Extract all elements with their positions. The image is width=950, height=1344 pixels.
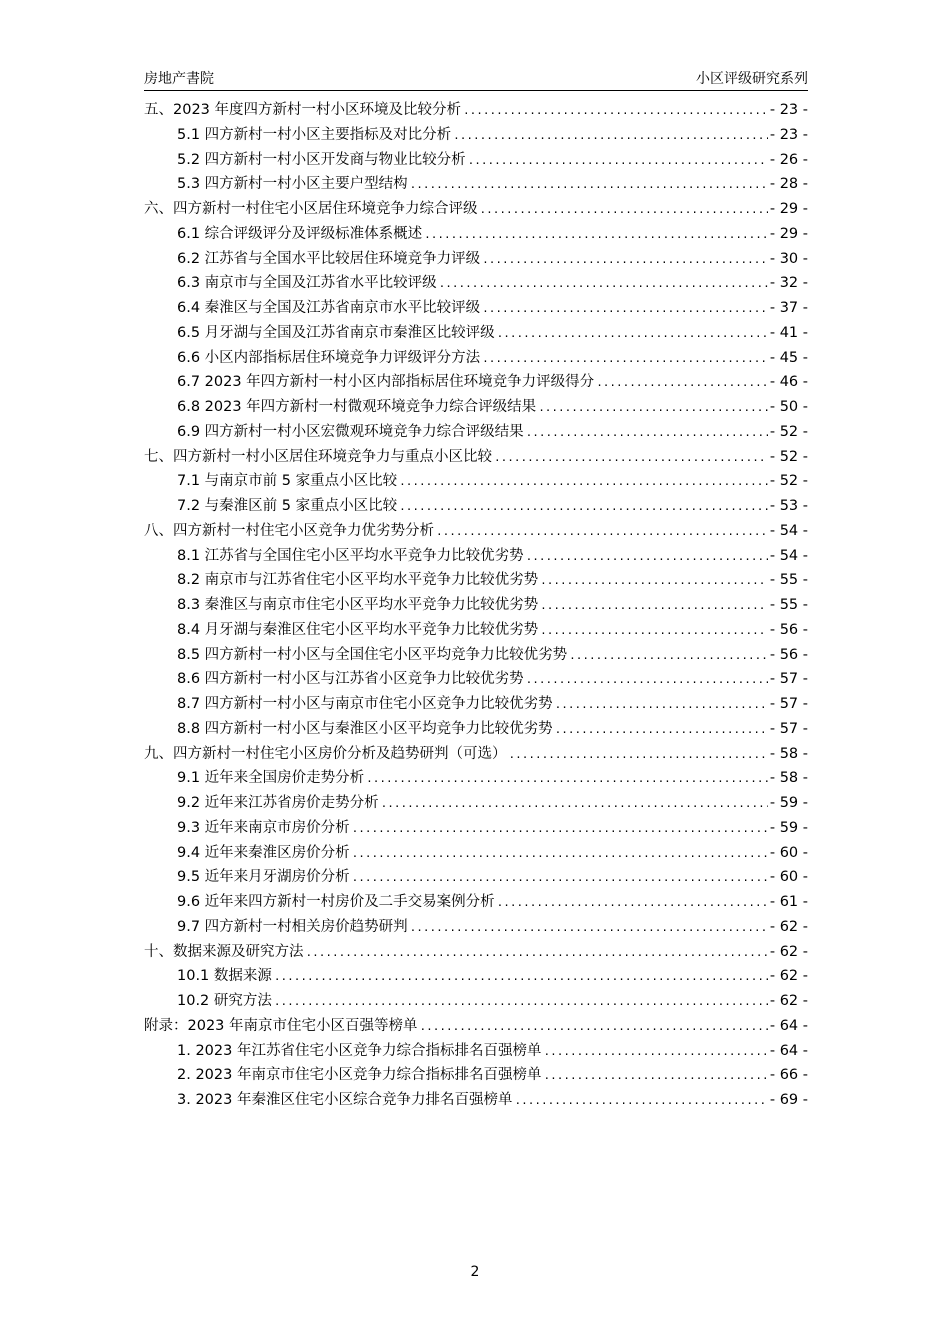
toc-section-entry[interactable]	[144, 964, 808, 989]
toc-leader-dots	[420, 1020, 768, 1033]
toc-section-entry[interactable]	[144, 717, 808, 742]
toc-entry-title: 9.3 近年来南京市房价分析	[177, 819, 350, 836]
toc-entry-title: 5.3 四方新村一村小区主要户型结构	[177, 176, 408, 193]
toc-entry-title: 9.5 近年来月牙湖房价分析	[177, 869, 350, 886]
toc-leader-dots	[540, 574, 768, 587]
toc-section-entry[interactable]	[144, 222, 808, 247]
toc-section-entry[interactable]	[144, 692, 808, 717]
toc-section-entry[interactable]	[144, 1039, 808, 1064]
toc-entry-page: - 60 -	[769, 869, 808, 886]
toc-entry-title: 8.3 秦淮区与南京市住宅小区平均水平竞争力比较优劣势	[177, 597, 539, 613]
toc-entry-page: - 29 -	[769, 225, 808, 242]
toc-entry-title: 6.2 江苏省与全国水平比较居住环境竞争力评级	[177, 250, 481, 267]
toc-entry-title: 8.5 四方新村一村小区与全国住宅小区平均竞争力比较优劣势	[177, 646, 568, 663]
toc-entry-title: 1. 2023 年江苏省住宅小区竞争力综合指标排名百强榜单	[177, 1042, 542, 1059]
toc-entry-title: 5.2 四方新村一村小区开发商与物业比较分析	[177, 151, 466, 168]
toc-leader-dots	[540, 599, 768, 612]
toc-entry-page: - 57 -	[769, 696, 808, 712]
toc-entry-title: 9.6 近年来四方新村一村房价及二手交易案例分析	[177, 894, 495, 910]
toc-entry-page: - 30 -	[769, 250, 808, 267]
toc-entry-page: - 62 -	[769, 918, 808, 935]
toc-entry-page: - 37 -	[769, 300, 808, 316]
toc-section-entry[interactable]	[144, 618, 808, 643]
toc-entry-title: 九、四方新村一村住宅小区房价分析及趋势研判（可选）	[144, 745, 507, 762]
toc-section-entry[interactable]	[144, 593, 808, 618]
toc-entry-page: - 56 -	[769, 646, 808, 663]
toc-section-entry[interactable]	[144, 296, 808, 321]
toc-entry-page: - 55 -	[769, 572, 808, 589]
toc-section-entry[interactable]	[144, 544, 808, 569]
toc-leader-dots	[399, 500, 768, 513]
toc-leader-dots	[555, 698, 768, 711]
toc-entry-page: - 57 -	[769, 671, 808, 688]
toc-entry-title: 八、四方新村一村住宅小区竞争力优劣势分析	[144, 522, 434, 539]
toc-leader-dots	[596, 376, 768, 389]
toc-section-entry[interactable]	[144, 148, 808, 173]
toc-leader-dots	[526, 673, 768, 686]
toc-entry-title: 8.6 四方新村一村小区与江苏省小区竞争力比较优劣势	[177, 671, 524, 688]
toc-entry-page: - 23 -	[769, 126, 808, 143]
toc-leader-dots	[274, 970, 768, 983]
toc-entry-title: 6.9 四方新村一村小区宏微观环境竞争力综合评级结果	[177, 423, 524, 440]
toc-section-entry[interactable]	[144, 494, 808, 519]
toc-entry-title: 六、四方新村一村住宅小区居住环境竞争力综合评级	[144, 201, 478, 217]
header-right-title: 小区评级研究系列	[696, 71, 808, 87]
toc-section-entry[interactable]	[144, 568, 808, 593]
toc-chapter-entry[interactable]	[144, 519, 808, 544]
toc-section-entry[interactable]	[144, 890, 808, 915]
toc-entry-page: - 50 -	[769, 399, 808, 415]
toc-leader-dots	[497, 327, 768, 340]
toc-chapter-entry[interactable]	[144, 98, 808, 123]
toc-entry-page: - 53 -	[769, 498, 808, 514]
toc-section-entry[interactable]	[144, 915, 808, 940]
toc-entry-title: 七、四方新村一村小区居住环境竞争力与重点小区比较	[144, 448, 492, 465]
toc-section-entry[interactable]	[144, 865, 808, 890]
toc-leader-dots	[526, 550, 768, 563]
toc-entry-title: 7.2 与秦淮区前 5 家重点小区比较	[177, 498, 398, 514]
toc-entry-page: - 62 -	[769, 943, 808, 960]
toc-leader-dots	[482, 352, 768, 365]
toc-section-entry[interactable]	[144, 469, 808, 494]
toc-entry-title: 6.5 月牙湖与全国及江苏省南京市秦淮区比较评级	[177, 324, 495, 341]
toc-entry-title: 五、2023 年度四方新村一村小区环境及比较分析	[144, 102, 462, 118]
toc-entry-title: 8.7 四方新村一村小区与南京市住宅小区竞争力比较优劣势	[177, 696, 553, 712]
toc-leader-dots	[526, 426, 768, 439]
toc-section-entry[interactable]	[144, 643, 808, 668]
toc-entry-page: - 32 -	[769, 275, 808, 292]
toc-leader-dots	[463, 104, 768, 117]
toc-leader-dots	[538, 401, 768, 414]
toc-entry-page: - 52 -	[769, 473, 808, 490]
toc-leader-dots	[543, 1045, 767, 1058]
toc-entry-page: - 69 -	[769, 1092, 808, 1108]
toc-entry-title: 8.8 四方新村一村小区与秦淮区小区平均竞争力比较优劣势	[177, 720, 553, 737]
toc-chapter-entry[interactable]	[144, 940, 808, 965]
toc-entry-page: - 59 -	[769, 819, 808, 836]
toc-leader-dots	[366, 772, 768, 785]
toc-entry-page: - 60 -	[769, 844, 808, 861]
header-left-title: 房地产書院	[144, 71, 214, 87]
toc-entry-page: - 58 -	[769, 770, 808, 787]
toc-leader-dots	[410, 921, 768, 934]
toc-section-entry[interactable]	[144, 370, 808, 395]
toc-section-entry[interactable]	[144, 1063, 808, 1088]
toc-entry-page: - 64 -	[769, 1042, 808, 1059]
toc-leader-dots	[352, 822, 768, 835]
toc-entry-page: - 45 -	[769, 349, 808, 366]
toc-section-entry[interactable]	[144, 420, 808, 445]
toc-leader-dots	[424, 228, 768, 241]
toc-section-entry[interactable]	[144, 841, 808, 866]
toc-entry-title: 5.1 四方新村一村小区主要指标及对比分析	[177, 126, 452, 143]
toc-section-entry[interactable]	[144, 346, 808, 371]
toc-leader-dots	[543, 1069, 767, 1082]
toc-section-entry[interactable]	[144, 1088, 808, 1113]
toc-leader-dots	[569, 649, 768, 662]
toc-entry-title: 10.2 研究方法	[177, 993, 272, 1009]
page-number: 2	[470, 1264, 480, 1280]
toc-section-entry[interactable]	[144, 321, 808, 346]
toc-entry-title: 2. 2023 年南京市住宅小区竞争力综合指标排名百强榜单	[177, 1067, 542, 1084]
toc-entry-title: 9.1 近年来全国房价走势分析	[177, 770, 365, 787]
toc-entry-title: 6.3 南京市与全国及江苏省水平比较评级	[177, 275, 437, 292]
toc-leader-dots	[274, 995, 768, 1008]
toc-entry-page: - 59 -	[769, 795, 808, 811]
toc-entry-title: 8.2 南京市与江苏省住宅小区平均水平竞争力比较优劣势	[177, 572, 539, 589]
toc-leader-dots	[306, 946, 768, 959]
toc-entry-page: - 62 -	[769, 968, 808, 985]
toc-entry-page: - 64 -	[769, 1017, 808, 1034]
toc-leader-dots	[494, 451, 768, 464]
toc-entry-page: - 52 -	[769, 423, 808, 440]
toc-entry-page: - 62 -	[769, 993, 808, 1009]
toc-entry-title: 6.1 综合评级评分及评级标准体系概述	[177, 225, 423, 242]
toc-leader-dots	[482, 302, 768, 315]
toc-entry-title: 8.1 江苏省与全国住宅小区平均水平竞争力比较优劣势	[177, 547, 524, 564]
toc-entry-page: - 46 -	[769, 374, 808, 391]
toc-entry-page: - 28 -	[769, 176, 808, 193]
toc-leader-dots	[482, 253, 768, 266]
toc-entry-page: - 54 -	[769, 547, 808, 564]
toc-entry-title: 6.8 2023 年四方新村一村微观环境竞争力综合评级结果	[177, 399, 537, 415]
toc-chapter-entry[interactable]	[144, 197, 808, 222]
toc-section-entry[interactable]	[144, 766, 808, 791]
toc-entry-page: - 52 -	[769, 448, 808, 465]
toc-section-entry[interactable]	[144, 271, 808, 296]
toc-section-entry[interactable]	[144, 172, 808, 197]
toc-entry-title: 6.4 秦淮区与全国及江苏省南京市水平比较评级	[177, 300, 481, 316]
toc-leader-dots	[453, 129, 768, 142]
toc-section-entry[interactable]	[144, 816, 808, 841]
toc-leader-dots	[497, 896, 768, 909]
toc-leader-dots	[410, 178, 768, 191]
toc-entry-page: - 61 -	[769, 894, 808, 910]
toc-entry-page: - 41 -	[769, 324, 808, 341]
toc-entry-page: - 55 -	[769, 597, 808, 613]
toc-leader-dots	[468, 154, 768, 167]
toc-leader-dots	[555, 723, 768, 736]
toc-entry-page: - 58 -	[769, 745, 808, 762]
toc-entry-title: 10.1 数据来源	[177, 968, 272, 985]
toc-entry-page: - 23 -	[769, 102, 808, 118]
toc-leader-dots	[436, 525, 768, 538]
toc-entry-page: - 26 -	[769, 151, 808, 168]
toc-section-entry[interactable]	[144, 247, 808, 272]
toc-entry-title: 7.1 与南京市前 5 家重点小区比较	[177, 473, 398, 490]
toc-entry-title: 十、数据来源及研究方法	[144, 943, 304, 960]
toc-leader-dots	[399, 475, 768, 488]
page-header	[144, 66, 808, 91]
toc-section-entry[interactable]	[144, 395, 808, 420]
toc-entry-page: - 29 -	[769, 201, 808, 217]
toc-entry-title: 8.4 月牙湖与秦淮区住宅小区平均水平竞争力比较优劣势	[177, 621, 539, 638]
toc-leader-dots	[480, 203, 768, 216]
toc-section-entry[interactable]	[144, 667, 808, 692]
toc-section-entry[interactable]	[144, 989, 808, 1014]
toc-entry-title: 9.2 近年来江苏省房价走势分析	[177, 795, 379, 811]
table-of-contents	[144, 98, 808, 1113]
toc-entry-page: - 54 -	[769, 522, 808, 539]
toc-leader-dots	[540, 624, 768, 637]
toc-entry-title: 9.4 近年来秦淮区房价分析	[177, 844, 350, 861]
toc-entry-page: - 66 -	[769, 1067, 808, 1084]
toc-entry-title: 6.6 小区内部指标居住环境竞争力评级评分方法	[177, 349, 481, 366]
toc-entry-title: 6.7 2023 年四方新村一村小区内部指标居住环境竞争力评级得分	[177, 374, 595, 391]
toc-entry-title: 9.7 四方新村一村相关房价趋势研判	[177, 918, 408, 935]
toc-chapter-entry[interactable]	[144, 445, 808, 470]
toc-entry-page: - 57 -	[769, 720, 808, 737]
toc-chapter-entry[interactable]	[144, 742, 808, 767]
toc-entry-page: - 56 -	[769, 621, 808, 638]
toc-leader-dots	[381, 797, 768, 810]
toc-entry-title: 附录：2023 年南京市住宅小区百强等榜单	[144, 1017, 418, 1034]
toc-leader-dots	[352, 871, 768, 884]
toc-chapter-entry[interactable]	[144, 1014, 808, 1039]
toc-section-entry[interactable]	[144, 791, 808, 816]
toc-leader-dots	[514, 1094, 767, 1107]
toc-leader-dots	[509, 748, 768, 761]
toc-entry-title: 3. 2023 年秦淮区住宅小区综合竞争力排名百强榜单	[177, 1092, 513, 1108]
toc-section-entry[interactable]	[144, 123, 808, 148]
toc-leader-dots	[352, 847, 768, 860]
toc-leader-dots	[439, 277, 768, 290]
